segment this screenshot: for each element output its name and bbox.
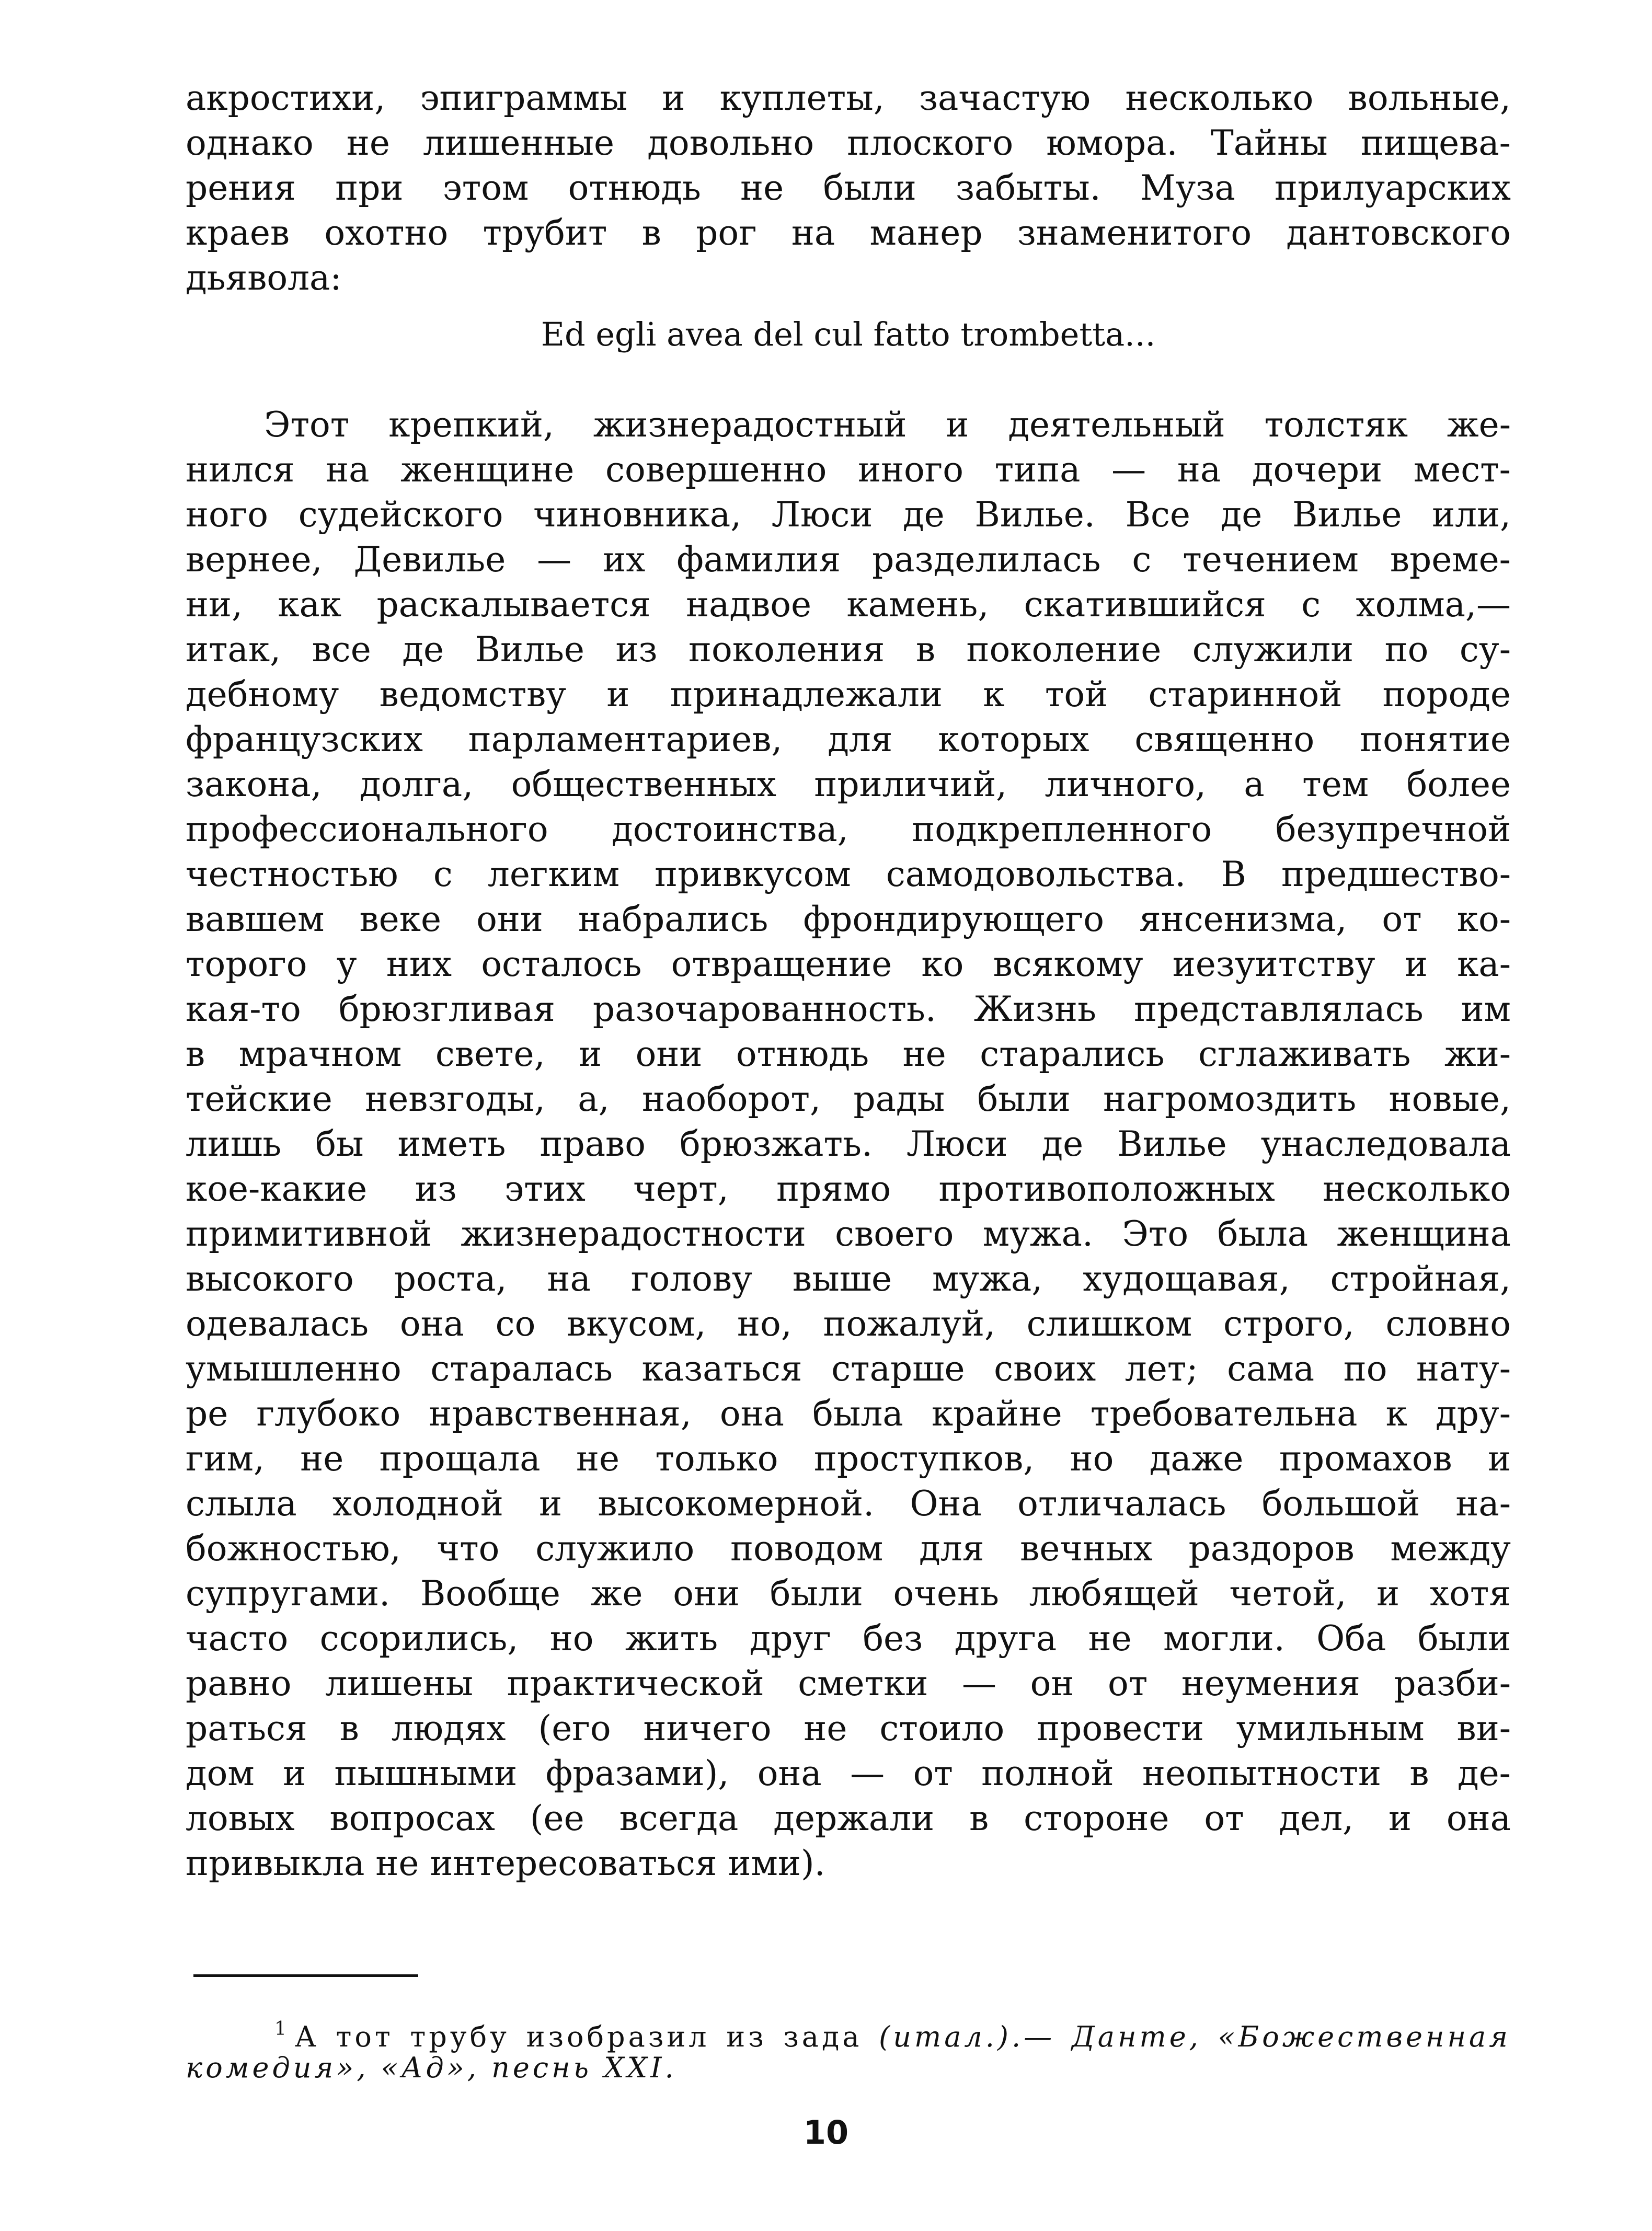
text-line: вернее, Девилье — их фамилия разделилась с течением време- [186,539,1511,580]
text-line: честностью с легким привкусом самодовольства. В предшество- [186,854,1511,894]
text-line: профессионального достоинства, подкрепленного безупречной [186,809,1511,849]
text-line: ни, как раскалывается надвое камень, скатившийся с холма,— [186,584,1511,625]
text-line: дебному ведомству и принадлежали к той старинной породе [186,674,1511,715]
footnote-marker: 1 [274,2018,290,2040]
text-line: лишь бы иметь право брюзжать. Люси де Вилье унаследовала [186,1124,1511,1164]
text-line: супругами. Вообще же они были очень любящей четой, и хотя [186,1573,1511,1614]
text-line: примитивной жизнерадостности своего мужа. Это была женщина [186,1214,1511,1254]
text-line: ловых вопросах (ее всегда держали в стороне от дел, и она [186,1798,1511,1838]
text-line: высокого роста, на голову выше мужа, худощавая, стройная, [186,1259,1511,1299]
text-line: акростихи, эпиграммы и куплеты, зачастую несколько вольные, [186,78,1511,118]
footnote-source: (итал.).— Данте, «Божественная [879,2020,1511,2053]
text-line: часто ссорились, но жить друг без друга не могли. Оба были [186,1618,1511,1659]
text-line: равно лишены практической сметки — он от неумения разби- [186,1663,1511,1704]
paragraph-1 [186,76,1511,301]
text-line: кое-какие из этих черт, прямо противоположных несколько [186,1169,1511,1209]
text-line: гим, не прощала не только проступков, но даже промахов и [186,1439,1511,1479]
text-line: итак, все де Вилье из поколения в поколение служили по су- [186,629,1511,670]
footnote [186,2010,1511,2087]
italian-quote: Ed egli avea del cul fatto trombetta... [541,315,1156,353]
text-line: вавшем веке они набрались фрондирующего янсенизма, от ко- [186,899,1511,939]
paragraph-2 [186,402,1511,1886]
text-line: нился на женщине совершенно иного типа — на дочери мест- [186,450,1511,490]
text-line: дьявола: [186,258,342,298]
text-line: ного судейского чиновника, Люси де Вилье. Все де Вилье или, [186,494,1511,535]
text-line: французских парламентариев, для которых священно понятие [186,719,1511,760]
text-line: ре глубоко нравственная, она была крайне требовательна к дру- [186,1394,1511,1434]
footnote-separator [193,1974,418,1977]
text-line: кая-то брюзгливая разочарованность. Жизнь представлялась им [186,989,1511,1029]
text-line: привыкла не интересоваться ими). [186,1843,825,1883]
text-line: одевалась она со вкусом, но, пожалуй, слишком строго, словно [186,1304,1511,1344]
text-line: раться в людях (его ничего не стоило провести умильным ви- [186,1708,1511,1749]
footnote-translation: А тот трубу изобразил из зада [294,2020,863,2053]
text-line: тейские невзгоды, а, наоборот, рады были нагромоздить новые, [186,1079,1511,1119]
text-line: умышленно старалась казаться старше своих лет; сама по нату- [186,1349,1511,1389]
text-line: Этот крепкий, жизнерадостный и деятельный толстяк же- [264,405,1511,445]
text-line: торого у них осталось отвращение ко всякому иезуитству и ка- [186,944,1511,984]
text-line: слыла холодной и высокомерной. Она отличалась большой на- [186,1484,1511,1524]
text-line: божностью, что служило поводом для вечных раздоров между [186,1528,1511,1569]
text-line: рения при этом отнюдь не были забыты. Муза прилуарских [186,168,1511,208]
footnote-line [186,2010,1511,2053]
text-line: однако не лишенные довольно плоского юмора. Тайны пищева- [186,123,1511,163]
text-line: краев охотно трубит в рог на манер знаменитого дантовского [186,213,1511,253]
page-number: 10 [803,2113,849,2152]
text-line: в мрачном свете, и они отнюдь не старались сглаживать жи- [186,1034,1511,1074]
footnote-line: комедия», «Ад», песнь XXI. [186,2051,677,2084]
text-line: дом и пышными фразами), она — от полной неопытности в де- [186,1753,1511,1793]
text-line: закона, долга, общественных приличий, личного, а тем более [186,764,1511,804]
